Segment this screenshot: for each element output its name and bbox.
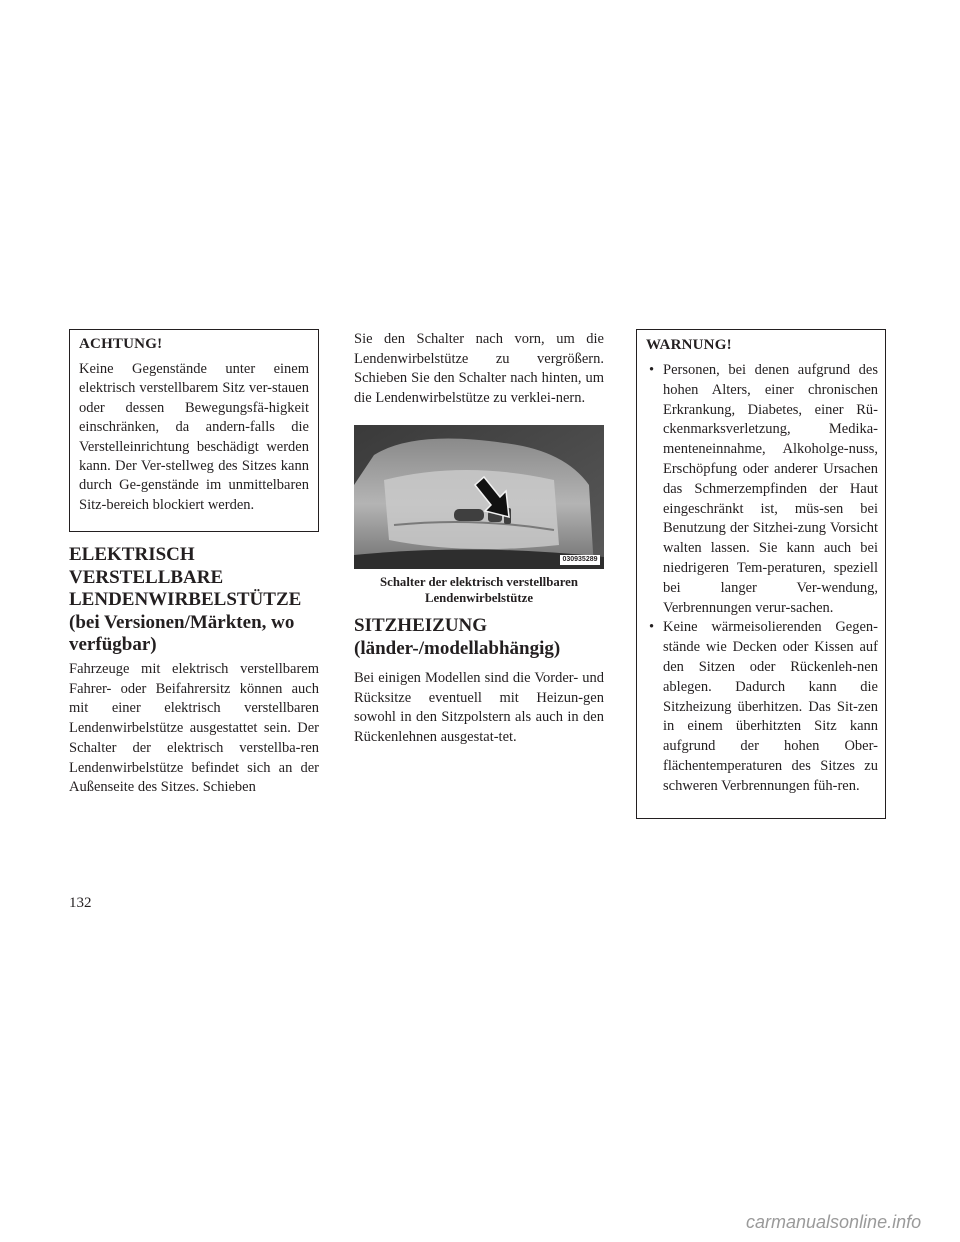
lumbar-heading	[69, 544, 329, 657]
heating-paragraph: Bei einigen Modellen sind die Vorder- und Rücksitze eventuell mit Heizun-gen sowohl in den Sitzpolstern als auch in den Rückenlehnen ausgestat-tet.	[354, 670, 604, 746]
warning-box	[636, 329, 886, 819]
caution-box	[69, 329, 319, 532]
warning-item-text: Personen, bei denen aufgrund des hohen Alters, einer chronischen Erkrankung, Diabetes, einer Rü-ckenmarksverletzung, Medika-menteneinnahme, Alkoholge-nuss, Erschöpfung oder anderer Ursachen das Schmerzempfinden der Haut eingeschränkt ist, müs-sen bei Benutzung der Sitzhei-zung Vorsicht walten lassen. Sie kann auch bei niedrigeren Tem-peraturen, speziell bei langer Ver-wendung, Verbrennungen verur-sachen.	[663, 362, 878, 616]
lumbar-continuation: Sie den Schalter nach vorn, um die Lendenwirbelstütze zu vergrößern. Schieben Sie den Schalter nach hinten, um die Lendenwirbelstütze zu verklei-nern.	[354, 331, 604, 407]
bullet-icon: •	[649, 619, 655, 636]
bullet-icon: •	[649, 362, 655, 378]
lumbar-heading-line: (bei Versionen/Märkten, wo	[69, 611, 295, 633]
lumbar-heading-line: verfügbar)	[69, 634, 157, 655]
heating-heading-line: SITZHEIZUNG	[354, 615, 488, 636]
warning-item-text: Keine wärmeisolierenden Gegen-stände wie Decken oder Kissen auf den Sitzen oder Rückenleh-nen ablegen. Dadurch kann die Sitzheizung überhitzen. Das Sit-zen in einem überhitzten Sitz kann aufgrund der hohen Ober-flächentemperaturen des Sitzes zu schweren Verbrennungen füh-ren.	[663, 619, 878, 794]
warning-item	[646, 618, 878, 796]
heating-heading	[354, 615, 614, 660]
lumbar-heading-line: LENDENWIRBELSTÜTZE	[69, 589, 302, 610]
image-code: 030935289	[562, 556, 598, 563]
page-number: 132	[69, 895, 92, 911]
heating-heading-line: (länder-/modellabhängig)	[354, 637, 561, 659]
caption-line: Lendenwirbelstütze	[424, 590, 534, 605]
lumbar-heading-line: VERSTELLBARE	[69, 566, 224, 588]
lumbar-paragraph: Fahrzeuge mit elektrisch verstellbarem Fahrer- oder Beifahrersitz können auch mit einer elektrisch verstellbaren Lendenwirbelstütze ausgestattet sein. Der Schalter der elektrisch verstellba-ren Lendenwirbelstütze befindet sich an der Außenseite des Sitzes. Schieben	[69, 661, 319, 796]
site-watermark: carmanualsonline.info	[746, 1212, 922, 1232]
lumbar-heading-line: ELEKTRISCH	[69, 544, 195, 565]
lumbar-switch-figure	[354, 425, 604, 569]
warning-item	[646, 361, 878, 618]
seat-photo	[354, 425, 604, 569]
figure-caption	[354, 575, 604, 606]
caption-line: Schalter der elektrisch verstellbaren	[380, 575, 578, 589]
warning-title: WARNUNG!	[646, 337, 732, 353]
caution-title: ACHTUNG!	[79, 336, 163, 352]
caution-text: Keine Gegenstände unter einem elektrisch verstellbarem Sitz ver-stauen oder dessen Bewegungsfä-higkeit einschränken, da andern-falls die Verstelleinrichtung beschädigt werden kann. Der Ver-stellweg des Sitzes kann durch Ge-genstände im unmittelbaren Sitz-bereich blockiert werden.	[79, 361, 309, 513]
